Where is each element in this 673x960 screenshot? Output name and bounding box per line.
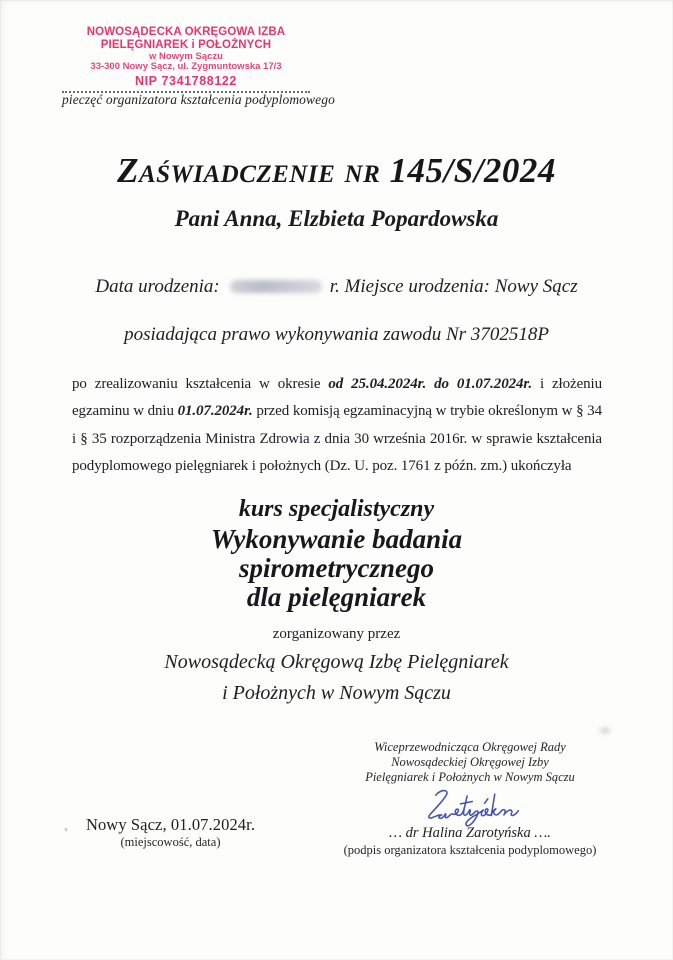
course-type-label: kurs specjalistyczny xyxy=(238,496,435,522)
organizer-stamp xyxy=(62,26,310,93)
stamp-caption: pieczęć organizatora kształcenia podyplomowego xyxy=(62,92,335,107)
scan-smudge xyxy=(597,725,613,736)
license-line: posiadająca prawo wykonywania zawodu Nr 3702518P xyxy=(124,324,549,345)
body-paragraph xyxy=(72,371,602,481)
course-title-line1: Wykonywanie badania xyxy=(210,524,463,554)
stamp-nip-line: NIP 7341788122 xyxy=(134,74,237,88)
signatory-name: … dr Halina Zarotyńska …. xyxy=(389,825,551,841)
body-text-segment: i złożeniu egzaminu w dniu xyxy=(72,376,602,420)
stamp-city-line: w Nowym Sączu xyxy=(149,50,223,62)
signatory-role-line3: Pielęgniarek i Położnych w Nowym Sączu xyxy=(365,770,575,784)
body-text-segment: 01.07.2024r. xyxy=(177,403,253,420)
signature-caption: (podpis organizatora kształcenia podyplomowego) xyxy=(343,843,597,857)
place-date-caption: (miejscowość, data) xyxy=(120,835,221,849)
organizer-intro: zorganizowany przez xyxy=(272,626,401,642)
course-title-line2: spirometrycznego xyxy=(239,553,434,583)
course-title-line3: dla pielęgniarek xyxy=(246,582,427,612)
signature-block xyxy=(330,740,610,858)
stamp-org-name-line2: PIELĘGNIAREK i POŁOŻNYCH xyxy=(100,38,272,51)
course-block xyxy=(0,494,673,612)
stamp-address-line: 33-300 Nowy Sącz, ul. Zygmuntowska 17/3 xyxy=(90,61,282,73)
redacted-birth-date xyxy=(230,280,322,293)
organizer-name-line1: Nowosądecką Okręgową Izbę Pielęgniarek xyxy=(164,651,509,673)
place-date: Nowy Sącz, 01.07.2024r. xyxy=(85,815,256,834)
scan-speck xyxy=(64,827,68,832)
birth-line xyxy=(0,276,673,298)
stamp-org-name-line1: NOWOSĄDECKA OKRĘGOWA IZBA xyxy=(86,26,286,38)
place-date-block xyxy=(58,815,283,850)
body-text-segment: od 25.04.2024r. do 01.07.2024r. xyxy=(328,376,532,392)
organizer-name-line2: i Położnych w Nowym Sączu xyxy=(222,682,451,704)
certificate-title: Zaświadczenie nr 145/S/2024 xyxy=(117,151,556,190)
body-text-segment: przed komisją egzaminacyjną w trybie określonym w § 34 i § 35 rozporządzenia Ministra Zdrowia z dnia 30 września 2016r. w sprawie kształcenia podyplomowego pielęgniarek i położnych (Dz. U. poz. 1761 z późn. zm.) ukończyła xyxy=(72,403,602,475)
body-text-segment: po zrealizowaniu kształcenia w okresie xyxy=(72,376,329,392)
birth-suffix: r. Miejsce urodzenia: Nowy Sącz xyxy=(329,276,578,297)
handwritten-signature xyxy=(394,786,546,828)
recipient-name: Pani Anna, Elzbieta Popardowska xyxy=(174,206,499,231)
signatory-role-line2: Nowosądeckiej Okręgowej Izby xyxy=(391,755,549,769)
signatory-role-line1: Wiceprzewodnicząca Okręgowej Rady xyxy=(374,740,566,754)
birth-label: Data urodzenia: xyxy=(95,276,220,297)
